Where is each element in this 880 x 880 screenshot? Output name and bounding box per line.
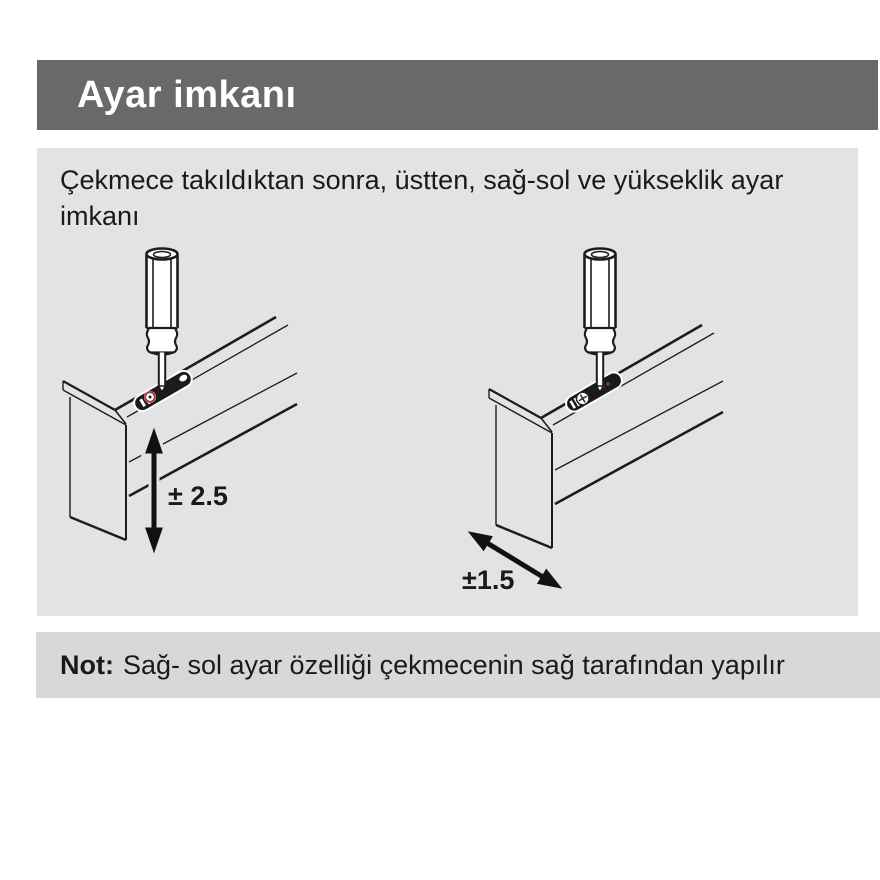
- note-text-block: [60, 650, 785, 681]
- figures-illustration: [37, 148, 858, 616]
- adjustment-value-label: ± 2.5: [168, 481, 228, 511]
- figure-side-adjustment: [462, 249, 723, 596]
- note-bar: [36, 632, 880, 698]
- drawer-illustration: [489, 325, 723, 548]
- adjustment-bracket-icon: [563, 369, 625, 414]
- vertical-double-arrow-icon: [143, 423, 165, 558]
- screwdriver-icon: [147, 249, 178, 391]
- note-label: Not:: [60, 649, 114, 680]
- description-line-1: Çekmece takıldıktan sonra, üstten, sağ-sol ve yükseklik ayar: [60, 165, 784, 195]
- description-line-2: imkanı: [60, 201, 140, 231]
- header-bar: [37, 60, 878, 130]
- content-panel: [37, 148, 858, 616]
- note-text: Sağ- sol ayar özelliği çekmecenin sağ tarafından yapılır: [122, 649, 785, 680]
- figure-height-adjustment: [63, 249, 297, 559]
- page-title: Ayar imkanı: [77, 73, 297, 116]
- adjustment-value-label: ±1.5: [462, 565, 515, 595]
- screwdriver-icon: [585, 249, 616, 391]
